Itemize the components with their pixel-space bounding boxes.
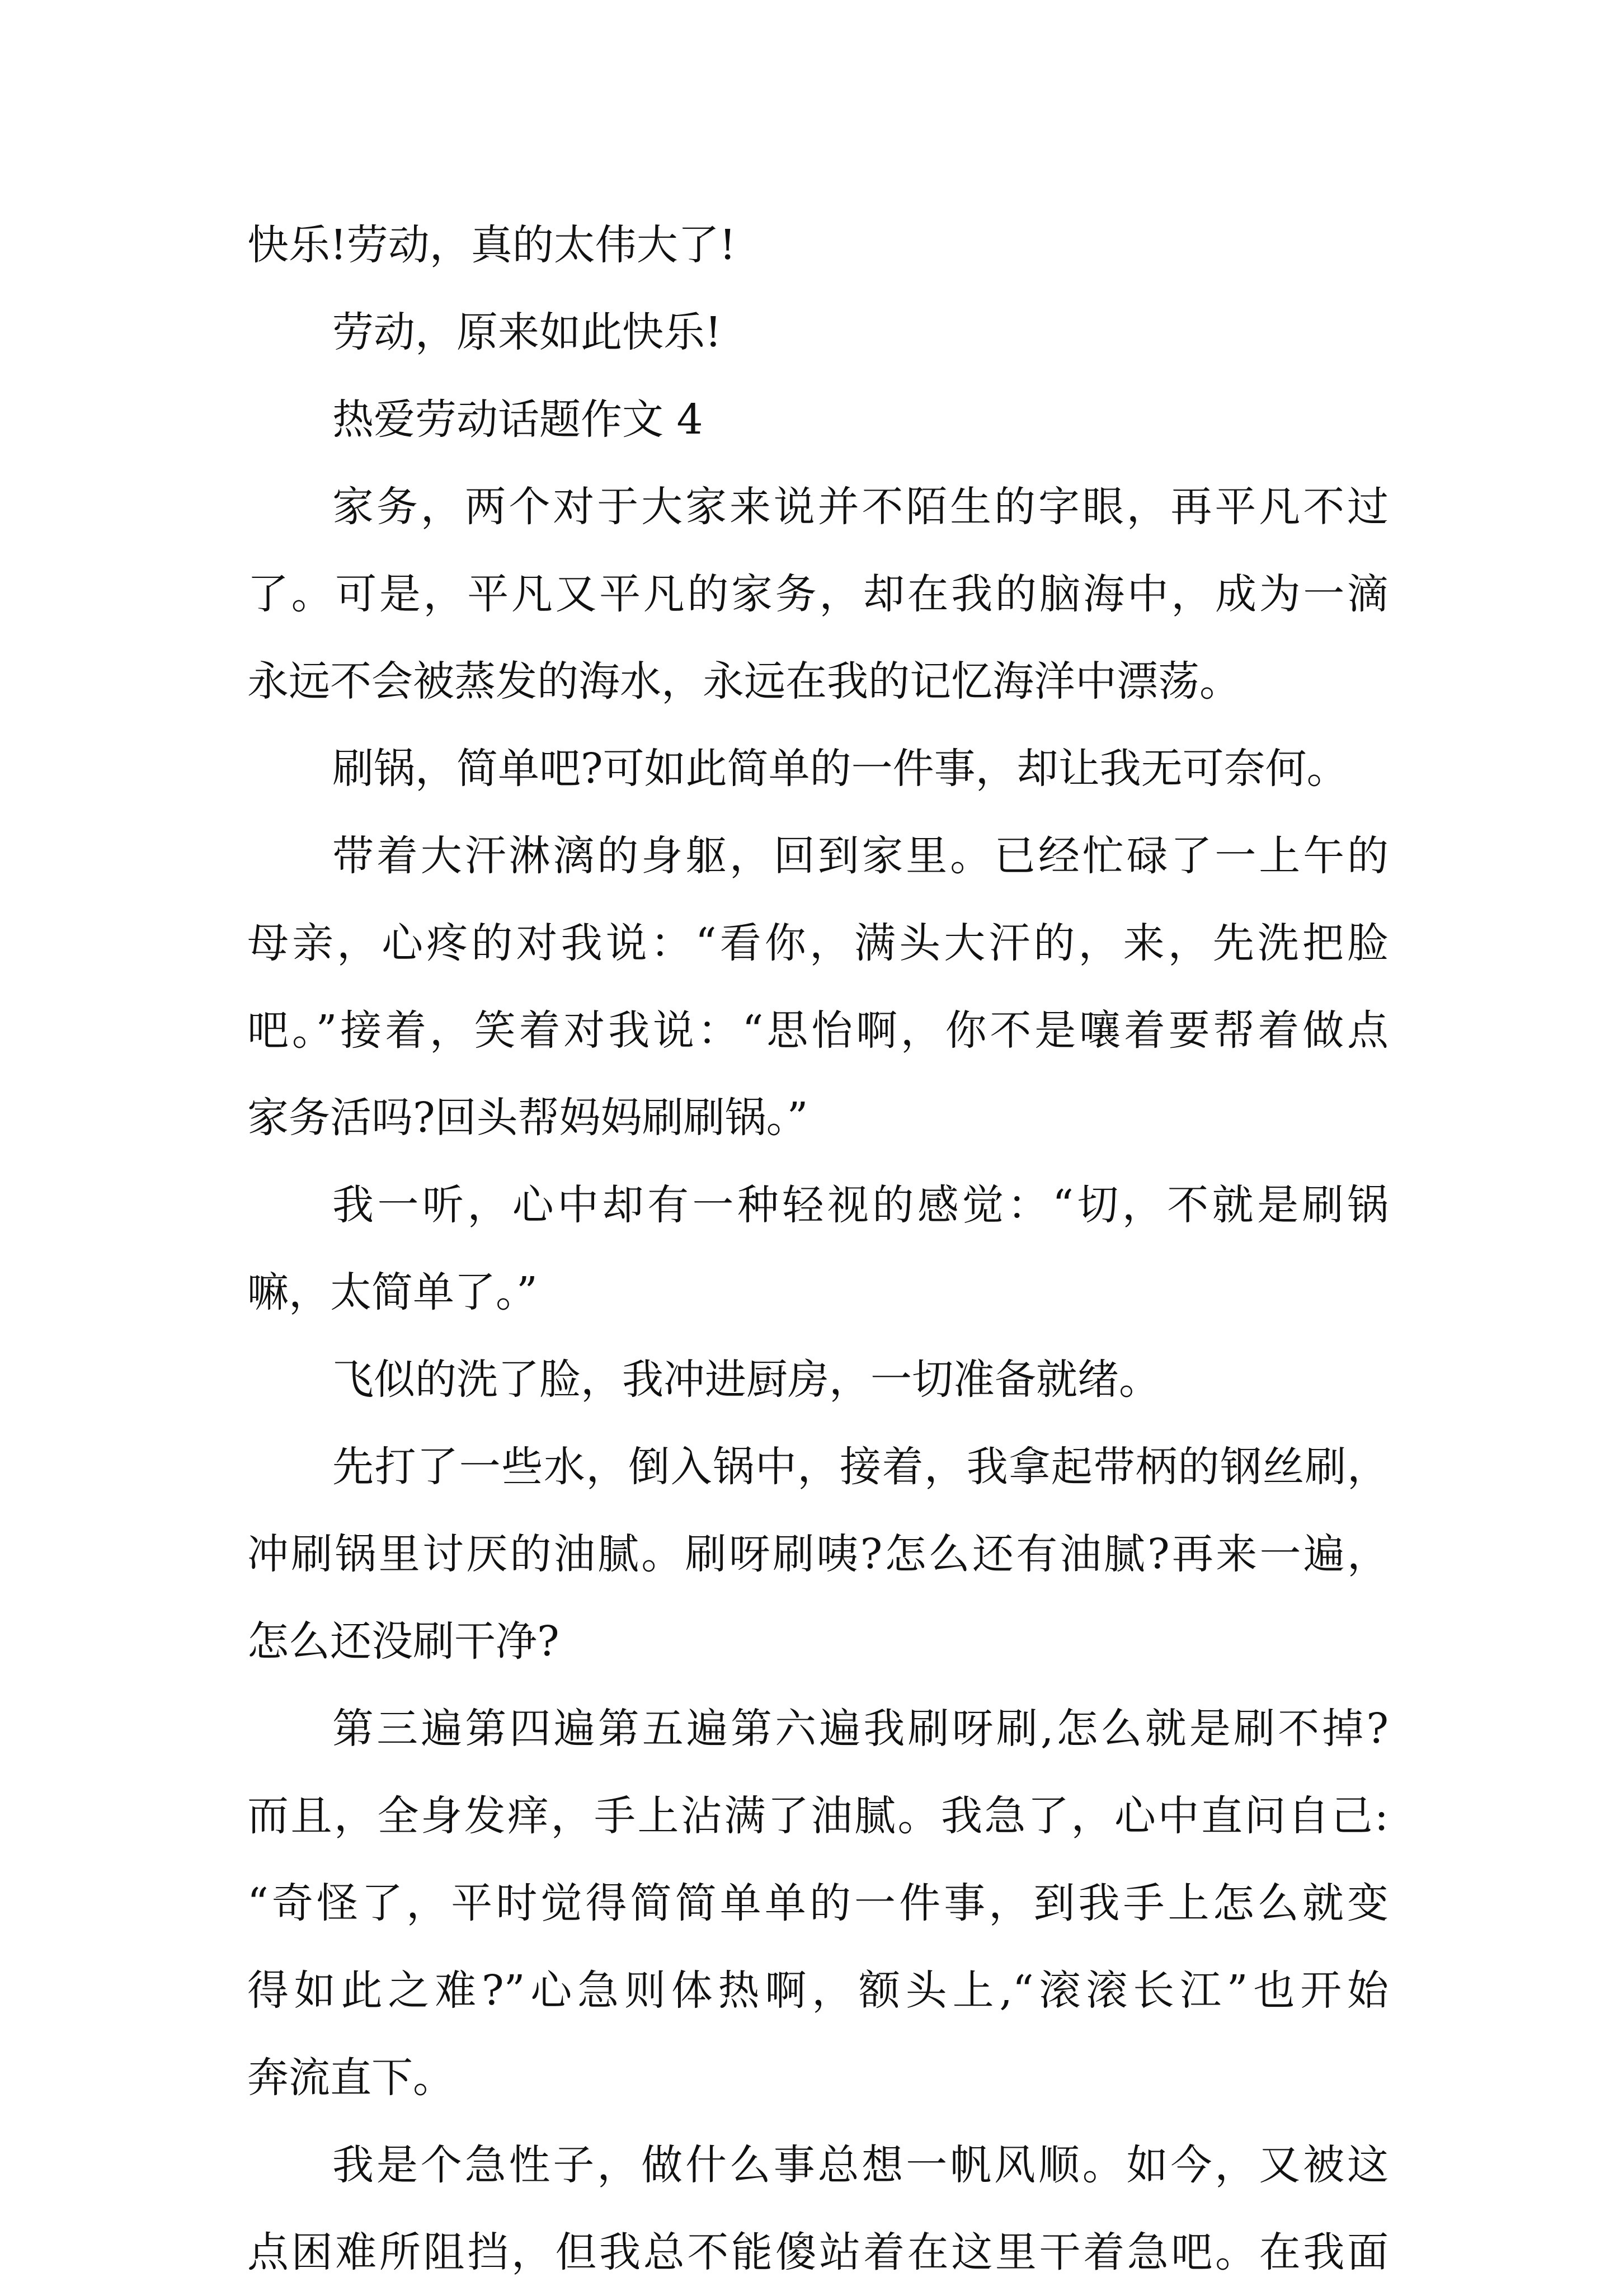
text-line: 嘛，太简单了。” [247,1268,538,1316]
paragraph-line: 家务，两个对于大家来说并不陌生的字眼，再平凡不过 [332,483,1389,531]
paragraph-line: 飞似的洗了脸，我冲进厨房，一切准备就绪。 [332,1356,1160,1404]
text-line: 得如此之难?”心急则体热啊，额头上,“滚滚长江”也开始 [247,1966,1389,2015]
paragraph-line: 先打了一些水，倒入锅中，接着，我拿起带柄的钢丝刷， [332,1443,1389,1491]
paragraph-line: 我是个急性子，做什么事总想一帆风顺。如今，又被这 [332,2141,1389,2189]
text-line: 奔流直下。 [247,2054,454,2102]
essay-body [247,201,1389,2296]
text-line: 怎么还没刷干净? [247,1617,559,1665]
text-line: 而且，全身发痒，手上沾满了油腻。我急了，心中直问自己: [247,1792,1389,1840]
text-line: 永远不会被蒸发的海水，永远在我的记忆海洋中漂荡。 [247,657,1241,705]
text-line: 家务活吗?回头帮妈妈刷刷锅。” [247,1094,808,1142]
paragraph-line: 我一听，心中却有一种轻视的感觉：“切，不就是刷锅 [332,1181,1389,1229]
paragraph-line: 刷锅，简单吧?可如此简单的一件事，却让我无可奈何。 [332,745,1348,793]
text-line: 点困难所阻挡，但我总不能傻站着在这里干着急吧。在我面 [247,2228,1389,2276]
text-line: 母亲，心疼的对我说：“看你，满头大汗的，来，先洗把脸 [247,919,1389,967]
text-line: 冲刷锅里讨厌的油腻。刷呀刷咦?怎么还有油腻?再来一遍， [247,1530,1389,1578]
essay-heading: 热爱劳动话题作文 4 [332,396,703,444]
text-line: 吧。”接着，笑着对我说：“思怡啊，你不是嚷着要帮着做点 [247,1006,1389,1055]
text-line: 快乐!劳动，真的太伟大了! [247,221,736,269]
paragraph-line: 第三遍第四遍第五遍第六遍我刷呀刷,怎么就是刷不掉? [332,1705,1389,1753]
text-line: 了。可是，平凡又平凡的家务，却在我的脑海中，成为一滴 [247,570,1389,618]
paragraph-line: 带着大汗淋漓的身躯，回到家里。已经忙碌了一上午的 [332,832,1389,880]
paragraph-line: 劳动，原来如此快乐! [332,308,722,356]
text-line: “奇怪了，平时觉得简简单单的一件事，到我手上怎么就变 [247,1879,1389,1927]
